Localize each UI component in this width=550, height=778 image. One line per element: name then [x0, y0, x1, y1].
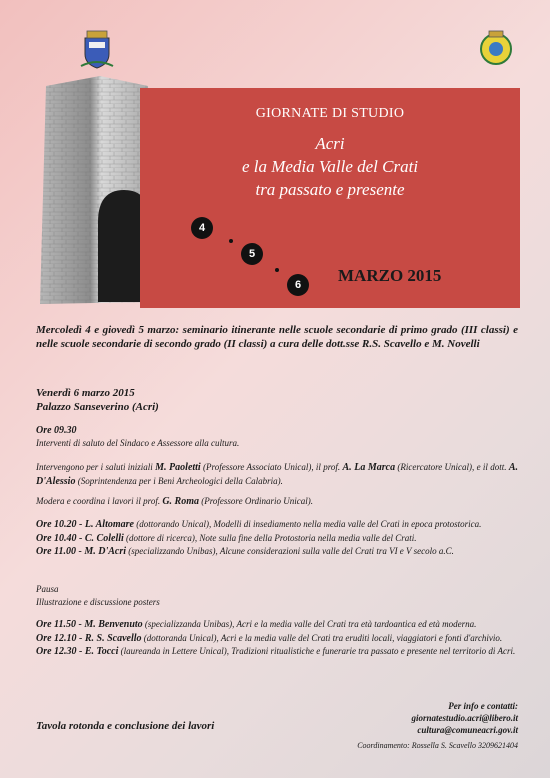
talk-time-speaker: Ore 12.30 - E. Tocci: [36, 646, 119, 657]
timeline-dot: [229, 239, 233, 243]
day-badge-5: 5: [241, 243, 263, 265]
talks-session-2: [36, 618, 518, 659]
municipal-crest-logo: [79, 28, 115, 70]
greetings-text: [36, 461, 518, 488]
talk-time-speaker: Ore 10.20 - L. Altomare: [36, 519, 134, 530]
talk-description: (laureanda in Lettere Unical), Tradizioni ritualistiche e funerarie tra passato e presente nel territorio di Acri.: [118, 646, 516, 656]
event-place: Palazzo Sanseverino (Acri): [36, 401, 159, 413]
moderator-pre: Modera e coordina i lavori il prof.: [36, 496, 163, 506]
contact-info: [412, 700, 519, 736]
talk-item: [36, 545, 518, 559]
talk-time-speaker: Ore 11.00 - M. D'Acri: [36, 546, 126, 557]
speaker-name: M. Paoletti: [155, 462, 201, 473]
talk-description: (dottore di ricerca), Note sulla fine della Protostoria nella media valle del Crati.: [123, 532, 417, 543]
contact-email-2[interactable]: cultura@comuneacri.gov.it: [417, 725, 518, 735]
moderator-text: [36, 495, 518, 509]
event-date: Venerdì 6 marzo 2015: [36, 387, 135, 399]
timeline-dot: [275, 268, 279, 272]
moderator-name: G. Roma: [162, 496, 199, 507]
day-badge-4: 4: [191, 217, 213, 239]
day-badge-6: 6: [287, 274, 309, 296]
talk-time-speaker: Ore 11.50 - M. Benvenuto: [36, 619, 143, 630]
event-title-line-3: tra passato e presente: [255, 180, 405, 199]
seminar-intro: Mercoledì 4 e giovedì 5 marzo: seminario itinerante nelle scuole secondarie di primo grado (III classi) e nelle scuole secondarie di secondo grado (II classi) a cura delle dott.sse R.S. Scavello e M. Novelli: [36, 324, 518, 350]
greetings-pre: Intervengono per i saluti iniziali: [36, 462, 156, 472]
speaker-name: A. D'Alessio: [36, 462, 518, 487]
tower-illustration: [36, 72, 156, 308]
talk-item: [36, 618, 518, 632]
speaker-name: A. La Marca: [342, 462, 396, 473]
welcome-text: Interventi di saluto del Sindaco e Assessore alla cultura.: [36, 438, 240, 448]
talk-description: (dottoranda Unical), Acri e la media valle del Crati tra eruditi locali, viaggiatori e fonti d'archivio.: [141, 632, 503, 643]
talk-description: (dottorando Unical), Modelli di insediamento nella media valle del Crati in epoca protostorica.: [133, 519, 482, 529]
pause-label: Pausa: [36, 584, 59, 594]
moderator-role: (Professore Ordinario Unical).: [199, 496, 313, 506]
talks-session-1: [36, 518, 518, 559]
event-heading: GIORNATE DI STUDIO: [255, 106, 405, 121]
talk-item: [36, 532, 518, 546]
event-date-block: [36, 386, 518, 414]
regional-crest-logo: [478, 28, 514, 68]
contact-email-1[interactable]: giornatestudio.acri@libero.it: [411, 713, 518, 723]
opening-time: Ore 09.30: [36, 425, 77, 436]
event-title-line-1: Acri: [315, 134, 345, 153]
event-title-line-2: e la Media Valle del Crati: [241, 157, 419, 176]
event-month: MARZO 2015: [338, 266, 442, 285]
contact-label: Per info e contatti:: [448, 701, 518, 711]
talk-item: [36, 518, 518, 532]
program-opening: [36, 424, 518, 450]
speaker-role: (Soprintendenza per i Beni Archeologici della Calabria).: [75, 475, 283, 486]
speaker-role: (Professore Associato Unical), il prof.: [200, 462, 343, 472]
talk-description: (specializzando Unibas), Alcune considerazioni sulla valle del Crati tra VI e V secolo a.C.: [126, 546, 454, 556]
talk-item: [36, 632, 518, 646]
talk-time-speaker: Ore 12.10 - R. S. Scavello: [36, 632, 142, 644]
posters-label: Illustrazione e discussione posters: [36, 596, 160, 607]
coordination-note: Coordinamento: Rossella S. Scavello 3209621404: [357, 741, 518, 750]
closing-session: Tavola rotonda e conclusione dei lavori: [36, 720, 215, 732]
title-banner: [140, 88, 520, 308]
speaker-role: (Ricercatore Unical), e il dott.: [395, 462, 509, 472]
talk-description: (specializzanda Unibas), Acri e la media valle del Crati tra età tardoantica ed età moderna.: [142, 619, 477, 629]
talk-time-speaker: Ore 10.40 - C. Colelli: [36, 532, 124, 544]
pause-block: [36, 583, 518, 608]
talk-item: [36, 645, 518, 659]
